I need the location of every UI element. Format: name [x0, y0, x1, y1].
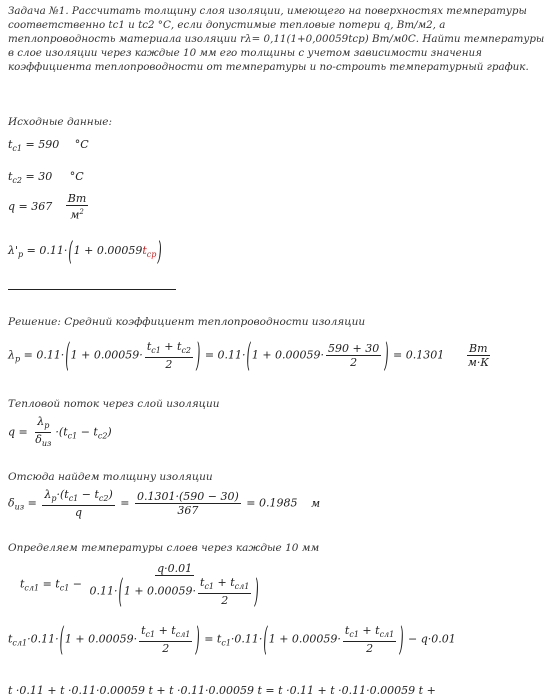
lambda-avg-formula: $\lambda_p = 0.11\cdot(1 + 0.00059\cdot$ $\frac{t_{c1} + t_{c2}}{2}$ ) = 0.11·(1 + 0.00059· $\frac{590 + 30}{2}$ ) = 0.1301 $\frac{Вт}{м\cdot К}$	[8, 336, 489, 375]
separator-line	[8, 289, 176, 290]
thickness-heading: Отсюда найдем толщину изоляции	[8, 471, 213, 483]
lambda-line: $\lambda'_p = 0.11\cdot(1 + 0.00059t_{cp})$	[8, 235, 162, 267]
flux-formula: q = $\frac{\lambda_p}{\delta_{из}}$ $\cdot(t_{c1} - t_{c2})$	[8, 415, 112, 448]
flux-heading: Тепловой поток через слой изоляции	[8, 398, 220, 410]
tsl1-equation: $t_{сл1}\cdot 0.11\cdot(1 + 0.00059\cdot$ $\frac{t_{c1} + t_{сл1}}{2}$ ) = $t_{c1}\cdot 0.11\cdot(1 + 0.00059\cdot$ $\frac{t_{c1} + t_{сл1}}{2}$ ) − q·0.01	[8, 620, 456, 659]
tc2-line: $t_{c2} = 30$ °C	[8, 170, 84, 185]
solution-heading: Решение: Средний коэффициент теплопроводности изоляции	[8, 316, 366, 328]
tsl1-formula: $t_{сл1} = t_{c1}$ − q·0.01 0.11·(1 + 0.00059· $\frac{t_{c1} + t_{сл1}}{2}$ )	[20, 562, 259, 611]
temps-heading: Определяем температуры слоев через каждые 10 мм	[8, 542, 320, 554]
initial-heading: Исходные данные:	[8, 116, 113, 128]
q-line: q = 367 $\frac{Вт}{м^2}$	[8, 192, 87, 222]
expanded-equation: t ·0.11 + t ·0.11·0.00059 t + t ·0.11·0.00059 t = t ·0.11 + t ·0.11·0.00059 t +	[8, 684, 436, 697]
tc1-line: $t_{c1} = 590$ °C	[8, 138, 89, 153]
thickness-formula: $\delta_{из}$ = $\frac{\lambda_p\cdot(t_{c1} - t_{c2})}{q}$ = $\frac{0.1301\cdot(590 - 30)}{367}$ = 0.1985 м	[8, 488, 321, 519]
task-text: Задача №1. Рассчитать толщину слоя изоляции, имеющего на поверхностях температуры соответственно tc1 и tc2 °С, если допустимые тепловые потери q, Вт/м2, а теплопроводность материала изоляции rλ= 0,11(1+0,00059tср) Вт/м0С. Найти температуры в слое изоляции через каждые 10 мм его толщины с учетом зависимости значения коэффициента теплопроводности от температуры и по-строить температурный график.	[8, 5, 545, 73]
